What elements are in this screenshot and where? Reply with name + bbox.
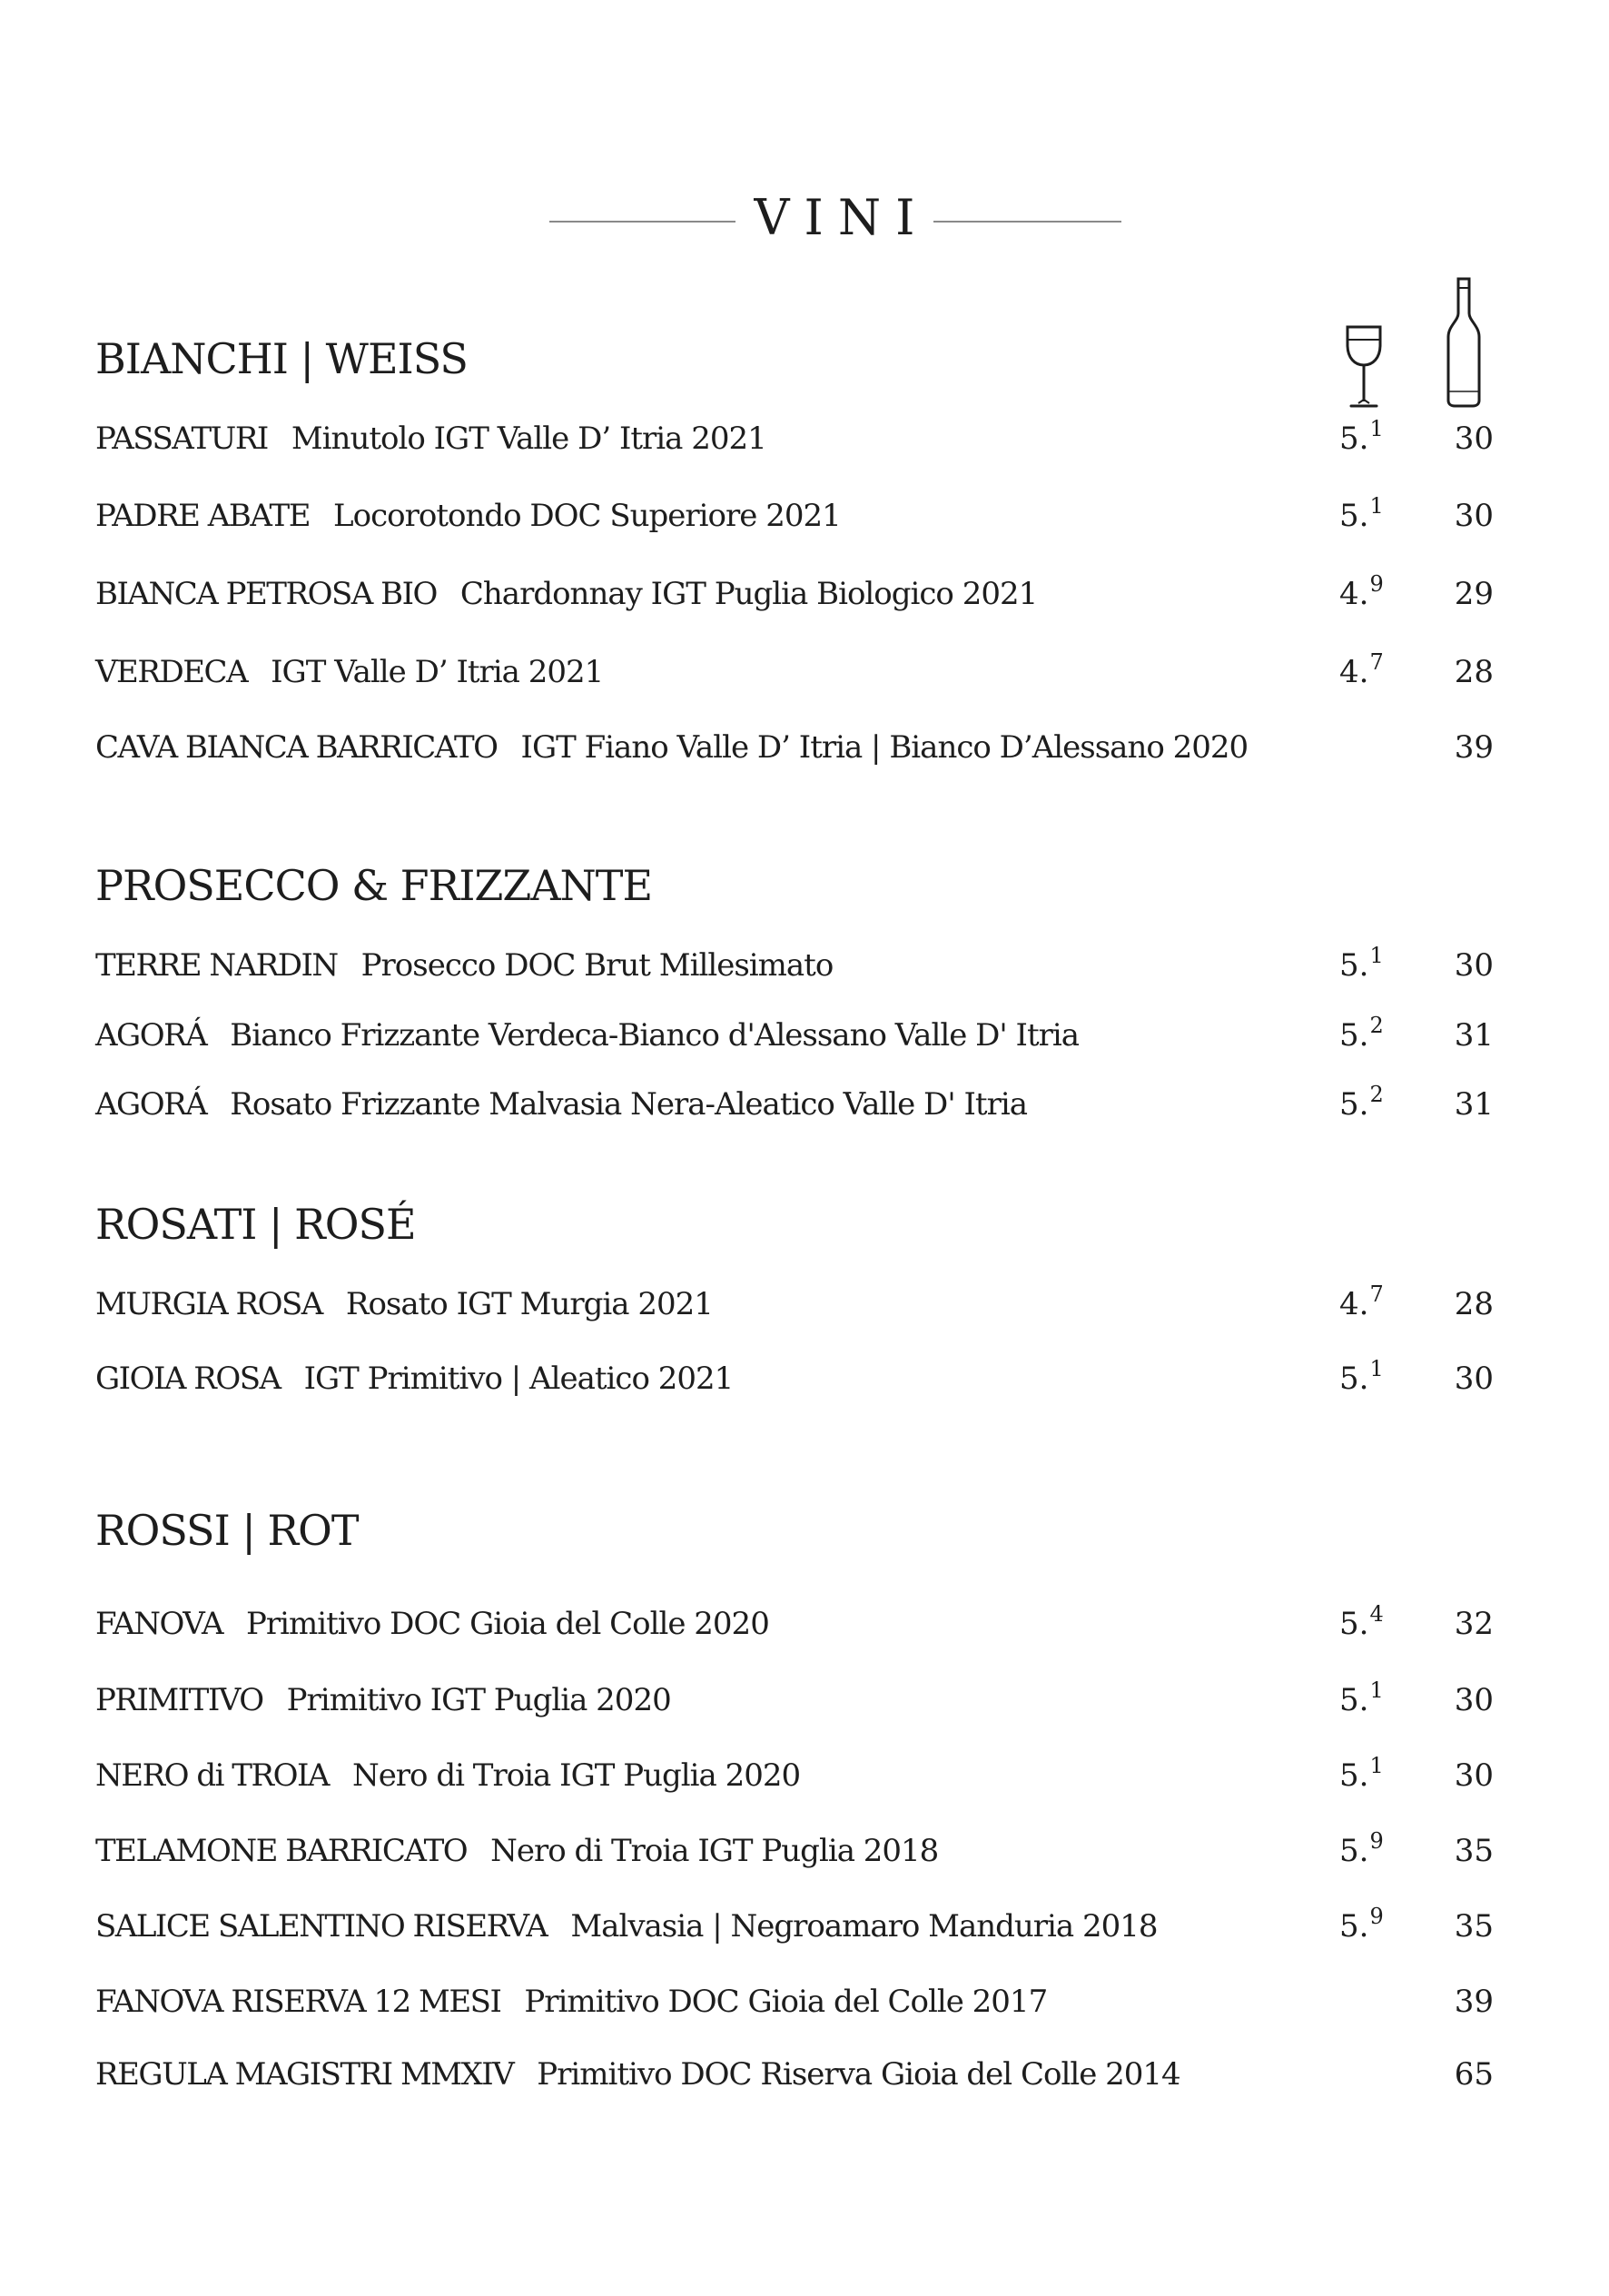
wine-row [95, 1279, 1512, 1330]
wine-name [95, 940, 833, 991]
glass-price-cents: 4 [1369, 1601, 1384, 1627]
glass-price-base: 5. [1339, 1908, 1369, 1945]
glass-price-cents: 1 [1369, 493, 1384, 519]
wine-name [95, 1353, 733, 1404]
wine-description: Locorotondo DOC Superiore 2021 [333, 498, 841, 534]
wine-name [95, 1279, 713, 1330]
wine-description: Malvasia | Negroamaro Manduria 2018 [570, 1908, 1158, 1945]
wine-name [95, 490, 841, 541]
glass-price-base: 5. [1339, 1017, 1369, 1054]
bottle-price: 30 [1454, 1682, 1494, 1718]
glass-price-cents: 2 [1369, 1082, 1384, 1107]
bottle-price: 39 [1454, 1984, 1494, 2020]
glass-price [1339, 1353, 1412, 1407]
wine-name [95, 1079, 1027, 1130]
wine-row [95, 1010, 1512, 1061]
wine-producer: AGORÁ [95, 1017, 207, 1054]
section-title: ROSATI | ROSÉ [95, 1200, 416, 1249]
wine-name [95, 413, 766, 464]
glass-price [1339, 1010, 1412, 1064]
glass-price-cents: 1 [1369, 416, 1384, 441]
glass-price-base: 5. [1339, 1086, 1369, 1123]
glass-price [1339, 490, 1412, 544]
wine-row [95, 1598, 1512, 1649]
wine-description: Rosato Frizzante Malvasia Nera-Aleatico Valle D' Itria [230, 1086, 1027, 1123]
wine-name [95, 1976, 1047, 2027]
wine-producer: PASSATURI [95, 421, 268, 457]
bottle-price: 30 [1454, 1757, 1494, 1794]
glass-price [1339, 1675, 1412, 1728]
wine-name [95, 647, 603, 698]
wine-row [95, 1901, 1512, 1952]
wine-producer: NERO di TROIA [95, 1757, 329, 1794]
section-title: PROSECCO & FRIZZANTE [95, 861, 653, 910]
glass-price-cents: 9 [1369, 571, 1384, 597]
glass-price-cents: 1 [1369, 1677, 1384, 1703]
wine-glass-icon [1344, 325, 1384, 409]
glass-price-base: 5. [1339, 947, 1369, 984]
wine-description: Nero di Troia IGT Puglia 2018 [490, 1833, 939, 1869]
glass-price [1339, 1079, 1412, 1133]
wine-name [95, 1901, 1158, 1952]
wine-name [95, 2049, 1180, 2100]
bottle-price: 28 [1454, 654, 1494, 690]
wine-description: Primitivo IGT Puglia 2020 [286, 1682, 671, 1718]
glass-price-base: 5. [1339, 421, 1369, 457]
wine-row [95, 1976, 1512, 2027]
wine-row [95, 2049, 1512, 2100]
wine-name [95, 1826, 938, 1876]
glass-price-base: 4. [1339, 654, 1369, 690]
glass-price [1339, 569, 1412, 622]
bottle-price: 35 [1454, 1908, 1494, 1945]
glass-price-base: 5. [1339, 1682, 1369, 1718]
wine-producer: MURGIA ROSA [95, 1286, 322, 1322]
bottle-price: 31 [1454, 1086, 1494, 1123]
wine-row [95, 722, 1512, 773]
bottle-price: 32 [1454, 1606, 1494, 1642]
section-title: BIANCHI | WEISS [95, 334, 468, 383]
glass-price-base: 5. [1339, 1606, 1369, 1642]
glass-price-cents: 1 [1369, 1356, 1384, 1381]
wine-producer: AGORÁ [95, 1086, 207, 1123]
title-block [0, 186, 1609, 250]
wine-row [95, 413, 1512, 464]
wine-producer: VERDECA [95, 654, 248, 690]
wine-description: Prosecco DOC Brut Millesimato [360, 947, 834, 984]
wine-name [95, 1675, 671, 1726]
wine-row [95, 1826, 1512, 1876]
bottle-price: 30 [1454, 421, 1494, 457]
bottle-price: 65 [1454, 2056, 1494, 2093]
wine-producer: TELAMONE BARRICATO [95, 1833, 468, 1869]
wine-description: Minutolo IGT Valle D’ Itria 2021 [291, 421, 766, 457]
wine-row [95, 490, 1512, 541]
glass-price-cents: 1 [1369, 943, 1384, 968]
wine-description: Primitivo DOC Gioia del Colle 2020 [246, 1606, 769, 1642]
wine-name [95, 1750, 800, 1801]
glass-price-base: 4. [1339, 1286, 1369, 1322]
title-rule-right [933, 221, 1121, 223]
glass-price-cents: 7 [1369, 1282, 1384, 1307]
wine-producer: GIOIA ROSA [95, 1361, 281, 1397]
wine-row [95, 1079, 1512, 1130]
wine-row [95, 569, 1512, 619]
wine-name [95, 722, 1248, 773]
wine-producer: PADRE ABATE [95, 498, 311, 534]
bottle-price: 31 [1454, 1017, 1494, 1054]
glass-price-cents: 9 [1369, 1828, 1384, 1854]
bottle-price: 35 [1454, 1833, 1494, 1869]
wine-description: Primitivo DOC Riserva Gioia del Colle 2014 [537, 2056, 1180, 2093]
bottle-price: 30 [1454, 947, 1494, 984]
wine-name [95, 1598, 769, 1649]
glass-price [1339, 1279, 1412, 1332]
glass-price-cents: 1 [1369, 1753, 1384, 1778]
wine-row [95, 1353, 1512, 1404]
wine-description: IGT Primitivo | Aleatico 2021 [303, 1361, 734, 1397]
glass-price-base: 5. [1339, 498, 1369, 534]
wine-producer: TERRE NARDIN [95, 947, 338, 984]
wine-row [95, 647, 1512, 698]
wine-producer: FANOVA [95, 1606, 223, 1642]
wine-description: Chardonnay IGT Puglia Biologico 2021 [459, 576, 1038, 612]
glass-price [1339, 413, 1412, 467]
wine-description: Rosato IGT Murgia 2021 [345, 1286, 713, 1322]
glass-price-base: 5. [1339, 1757, 1369, 1794]
bottle-price: 30 [1454, 498, 1494, 534]
glass-price [1339, 647, 1412, 700]
wine-description: IGT Fiano Valle D’ Itria | Bianco D’Alessano 2020 [520, 729, 1249, 766]
wine-producer: BIANCA PETROSA BIO [95, 576, 437, 612]
wine-description: Nero di Troia IGT Puglia 2020 [351, 1757, 801, 1794]
wine-producer: SALICE SALENTINO RISERVA [95, 1908, 548, 1945]
glass-price-cents: 9 [1369, 1904, 1384, 1929]
bottle-price: 39 [1454, 729, 1494, 766]
wine-producer: FANOVA RISERVA 12 MESI [95, 1984, 501, 2020]
glass-price [1339, 1598, 1412, 1652]
wine-name [95, 569, 1037, 619]
wine-description: IGT Valle D’ Itria 2021 [271, 654, 604, 690]
glass-price [1339, 1750, 1412, 1804]
wine-producer: PRIMITIVO [95, 1682, 263, 1718]
bottle-price: 28 [1454, 1286, 1494, 1322]
wine-bottle-icon [1446, 277, 1482, 409]
page-title: VINI [754, 189, 930, 246]
wine-producer: CAVA BIANCA BARRICATO [95, 729, 498, 766]
wine-row [95, 1675, 1512, 1726]
wine-description: Bianco Frizzante Verdeca-Bianco d'Alessano Valle D' Itria [230, 1017, 1080, 1054]
glass-price-cents: 7 [1369, 649, 1384, 675]
glass-price [1339, 1826, 1412, 1879]
bottle-price: 29 [1454, 576, 1494, 612]
wine-producer: REGULA MAGISTRI MMXIV [95, 2056, 514, 2093]
wine-row [95, 940, 1512, 991]
wine-description: Primitivo DOC Gioia del Colle 2017 [524, 1984, 1048, 2020]
wine-row [95, 1750, 1512, 1801]
glass-price-base: 5. [1339, 1361, 1369, 1397]
glass-price [1339, 940, 1412, 994]
bottle-price: 30 [1454, 1361, 1494, 1397]
wine-name [95, 1010, 1079, 1061]
glass-price [1339, 1901, 1412, 1955]
title-rule-left [549, 221, 735, 223]
section-title: ROSSI | ROT [95, 1506, 359, 1555]
glass-price-base: 5. [1339, 1833, 1369, 1869]
glass-price-cents: 2 [1369, 1013, 1384, 1038]
glass-price-base: 4. [1339, 576, 1369, 612]
